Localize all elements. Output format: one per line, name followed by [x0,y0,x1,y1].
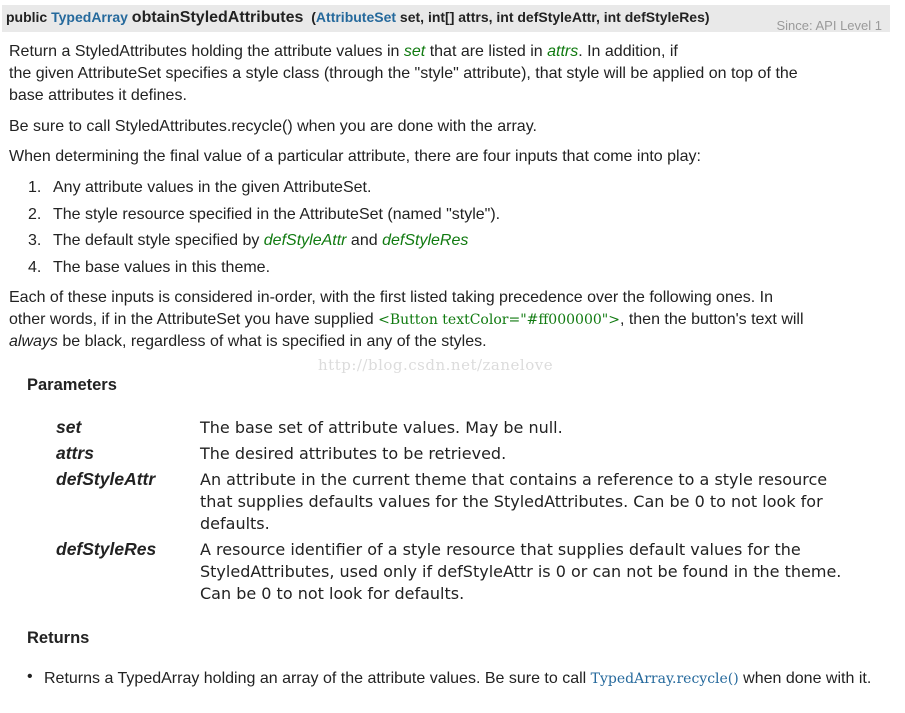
method-name: obtainStyledAttributes [131,9,304,26]
since-api-level: Since: API Level 1 [776,18,882,33]
precedence-paragraph [9,287,889,353]
open-paren: ( [311,9,316,25]
defstyleres-link[interactable]: defStyleRes [382,232,469,249]
parameters-heading: Parameters [27,376,117,394]
watermark: http://blog.csdn.net/zanelove [318,356,554,374]
returns-text: when done with it. [738,670,872,687]
list-number: 3. [28,232,42,249]
list-text: The style resource specified in the AttributeSet (named "style"). [53,205,501,223]
desc-line-3: base attributes it defines. [9,87,187,104]
list-item [28,230,500,257]
list-text: Any attribute values in the given AttributeSet. [53,179,372,196]
description-paragraph [9,41,889,107]
param-desc-defstyleattr: An attribute in the current theme that contains a reference to a style resource that supplies defaults values for the StyledAttributes. Can be 0 to not look for defaults. [200,470,828,533]
attrs-param-ref[interactable]: attrs [547,43,579,60]
desc-text: Return a StyledAttributes holding the attribute values in [9,43,404,60]
defstyleattr-link[interactable]: defStyleAttr [263,232,347,249]
attributeset-type-link[interactable]: AttributeSet [315,9,397,25]
desc-text: . In addition, if [578,43,678,60]
returns-text: Returns a TypedArray holding an array of the attribute values. Be sure to call [44,670,591,687]
param-name-set: set [56,417,82,437]
precedence-line-1: Each of these inputs is considered in-order, with the first listed taking precedence over the following ones. In [9,289,773,306]
signature-params: set, int[] attrs, int defStyleAttr, int defStyleRes) [396,9,710,25]
inputs-intro: When determining the final value of a particular attribute, there are four inputs that come into play: [9,148,701,165]
list-text: and [346,232,383,249]
list-number: 2. [28,205,42,223]
typedarray-recycle-link[interactable]: TypedArray.recycle() [590,671,739,687]
set-param-ref[interactable]: set [403,43,426,60]
return-type-link[interactable]: TypedArray [51,9,128,25]
list-text: The default style specified by [53,232,264,249]
emphasis-always: always [9,333,58,350]
list-item [28,177,500,204]
list-item [28,204,500,231]
desc-line-2: the given AttributeSet specifies a style class (through the "style" attribute), that style will be applied on top of the [9,65,798,82]
button-code-sample: <Button textColor="#ff000000"> [378,312,620,328]
returns-description [44,668,884,690]
param-desc-set: The base set of attribute values. May be null. [200,418,563,437]
list-text: The base values in this theme. [53,258,271,276]
param-name-attrs: attrs [56,443,94,463]
precedence-text: , then the button's text will [619,311,804,328]
list-number: 1. [28,179,42,196]
list-item [28,257,500,284]
param-name-defstyleattr: defStyleAttr [56,469,156,489]
param-desc-attrs: The desired attributes to be retrieved. [200,444,507,463]
precedence-text: other words, if in the AttributeSet you have supplied [9,311,379,328]
inputs-list [28,177,500,283]
param-desc-defstyleres: A resource identifier of a style resource that supplies default values for the StyledAttributes, used only if defStyleAttr is 0 or can not be found in the theme. Can be 0 to not look for defaults. [200,540,842,603]
returns-bullet: • [27,668,33,685]
returns-heading: Returns [27,629,90,647]
param-name-defstyleres: defStyleRes [56,539,157,559]
precedence-text: be black, regardless of what is specified in any of the styles. [57,333,487,350]
list-number: 4. [28,258,42,276]
desc-text: that are listed in [425,43,548,60]
recycle-note: Be sure to call StyledAttributes.recycle() when you are done with the array. [9,118,537,135]
method-signature [2,5,890,32]
modifier: public [6,9,48,25]
